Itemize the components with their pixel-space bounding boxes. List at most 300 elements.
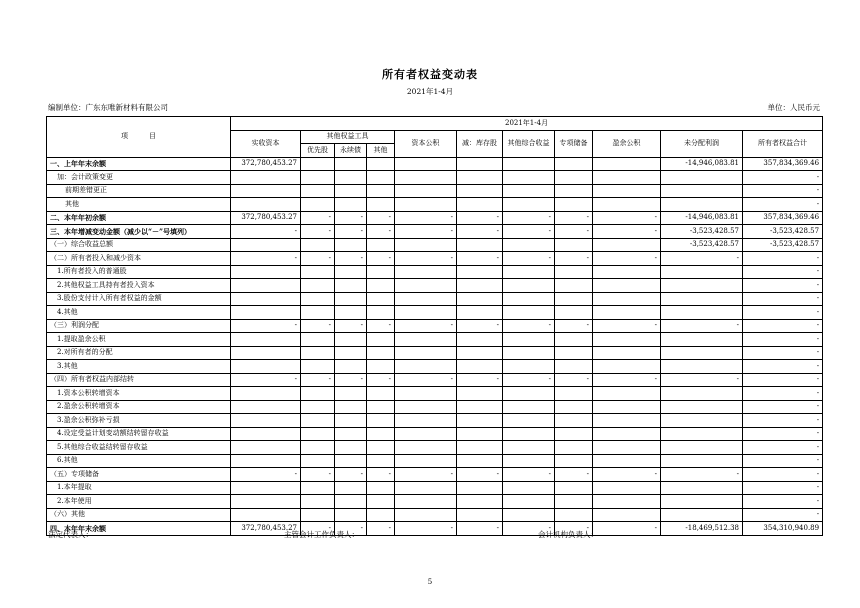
table-cell [503,481,555,495]
table-cell: -14,946,083.81 [661,211,743,225]
report-period: 2021年1-4月 [406,87,454,96]
table-cell [503,279,555,293]
table-cell [555,387,593,401]
table-cell [301,333,335,347]
table-cell [593,387,661,401]
row-label: （四）所有者权益内部结转 [47,373,231,387]
table-cell [301,184,335,198]
table-cell [395,306,457,320]
table-cell: - [457,211,503,225]
row-label: 加：会计政策变更 [47,171,231,185]
table-cell [555,198,593,212]
table-cell: - [555,468,593,482]
row-label: 三、本年增减变动金额（减少以“－”号填列） [47,225,231,239]
table-cell [593,495,661,509]
row-label: 二、本年年初余额 [47,211,231,225]
table-cell: - [367,522,395,536]
table-cell: - [743,373,823,387]
row-label: 1.本年提取 [47,481,231,495]
table-cell [661,508,743,522]
table-cell [231,387,301,401]
table-row [47,454,823,468]
table-cell: - [395,319,457,333]
table-cell: - [743,454,823,468]
table-row [47,211,823,225]
table-cell: - [593,373,661,387]
row-label: 其他 [47,198,231,212]
table-cell [593,360,661,374]
row-label: （五）专项储备 [47,468,231,482]
table-cell [661,427,743,441]
table-cell [661,346,743,360]
table-cell [503,400,555,414]
table-cell [335,508,367,522]
table-cell [503,292,555,306]
row-label: 前期差错更正 [47,184,231,198]
table-cell [367,427,395,441]
table-cell [593,238,661,252]
table-cell: - [743,198,823,212]
table-cell: -18,469,512.38 [661,522,743,536]
page-title: 所有者权益变动表 [382,68,478,81]
table-cell: 372,780,453.27 [231,211,301,225]
table-cell [335,360,367,374]
table-cell [395,481,457,495]
header-capital-reserve: 资本公积 [395,130,457,157]
table-cell: - [231,252,301,266]
table-cell [457,184,503,198]
table-cell [457,495,503,509]
header-oci: 其他综合收益 [503,130,555,157]
table-cell [367,508,395,522]
table-cell [301,238,335,252]
table-cell [395,238,457,252]
table-row [47,481,823,495]
table-cell [555,414,593,428]
table-cell [335,306,367,320]
table-cell [457,387,503,401]
table-cell [661,495,743,509]
row-label: （二）所有者投入和减少资本 [47,252,231,266]
table-row [47,333,823,347]
table-cell [335,387,367,401]
table-cell [457,508,503,522]
table-cell [395,495,457,509]
table-cell [457,400,503,414]
table-cell [395,360,457,374]
table-cell [503,265,555,279]
table-cell [367,481,395,495]
table-cell [367,238,395,252]
table-cell [503,414,555,428]
table-cell: - [335,225,367,239]
table-cell [367,265,395,279]
table-cell: -3,523,428.57 [661,238,743,252]
table-cell: - [395,252,457,266]
table-cell [367,292,395,306]
table-cell: - [395,225,457,239]
table-cell [555,238,593,252]
table-cell [395,427,457,441]
header-paid-in-capital: 实收资本 [231,130,301,157]
table-row [47,265,823,279]
table-cell [555,508,593,522]
table-cell: - [555,225,593,239]
table-cell [457,198,503,212]
table-row [47,319,823,333]
row-label: 4.其他 [47,306,231,320]
table-cell [367,333,395,347]
table-row [47,360,823,374]
row-label: （三）利润分配 [47,319,231,333]
table-cell: - [555,373,593,387]
table-cell [301,306,335,320]
table-row [47,441,823,455]
table-cell [231,265,301,279]
table-cell [593,427,661,441]
header-item: 项 目 [47,117,231,158]
table-cell [335,400,367,414]
table-cell: - [743,252,823,266]
table-cell: - [743,171,823,185]
table-cell: - [335,252,367,266]
table-cell [593,184,661,198]
table-cell [335,427,367,441]
table-cell [395,346,457,360]
table-cell: - [593,468,661,482]
table-cell [335,198,367,212]
table-cell [457,157,503,171]
table-cell [231,427,301,441]
row-label: 5.其他综合收益结转留存收益 [47,441,231,455]
table-cell [593,333,661,347]
table-cell: - [503,319,555,333]
table-cell: - [301,522,335,536]
table-cell [457,441,503,455]
table-cell: - [743,333,823,347]
table-cell: - [743,495,823,509]
row-label: 3.其他 [47,360,231,374]
table-cell [593,346,661,360]
table-cell: - [661,373,743,387]
table-cell [661,292,743,306]
table-cell [503,238,555,252]
table-cell [335,292,367,306]
table-cell: - [743,184,823,198]
table-row [47,225,823,239]
table-cell [593,454,661,468]
table-cell [395,387,457,401]
row-label: 3.盈余公积弥补亏损 [47,414,231,428]
header-total-equity: 所有者权益合计 [743,130,823,157]
table-cell: - [503,373,555,387]
table-cell [457,346,503,360]
table-cell [503,346,555,360]
table-cell: - [301,211,335,225]
table-cell [661,279,743,293]
table-cell: - [395,522,457,536]
company-name: 编制单位：广东东唯新材料有限公司 [48,103,168,112]
table-cell: -14,946,083.81 [661,157,743,171]
table-cell [555,495,593,509]
table-cell: - [661,468,743,482]
table-cell [231,454,301,468]
table-cell [395,184,457,198]
table-row [47,171,823,185]
table-cell: - [335,373,367,387]
table-cell: - [395,211,457,225]
table-cell [301,387,335,401]
table-cell [367,360,395,374]
table-cell [301,427,335,441]
table-cell [593,306,661,320]
header-treasury-stock: 减：库存股 [457,130,503,157]
table-row [47,157,823,171]
table-cell [367,495,395,509]
table-cell [661,360,743,374]
row-label: 1.所有者投入的普通股 [47,265,231,279]
table-cell [335,414,367,428]
header-preferred-stock: 优先股 [301,144,335,158]
table-cell: - [503,252,555,266]
table-cell [593,414,661,428]
table-cell [367,346,395,360]
table-cell: - [503,468,555,482]
table-cell: - [395,373,457,387]
table-cell [503,306,555,320]
table-cell [395,414,457,428]
table-cell [555,279,593,293]
table-cell: -3,523,428.57 [743,238,823,252]
table-cell [231,441,301,455]
table-cell: - [301,225,335,239]
table-cell: - [457,319,503,333]
table-cell: - [743,387,823,401]
table-cell [661,198,743,212]
table-cell [335,333,367,347]
table-cell [661,414,743,428]
table-cell [367,171,395,185]
table-cell: - [457,468,503,482]
table-cell [395,292,457,306]
table-cell: - [743,427,823,441]
table-cell: - [661,252,743,266]
table-cell [555,292,593,306]
table-row [47,252,823,266]
table-cell: -3,523,428.57 [743,225,823,239]
table-cell: - [593,211,661,225]
table-cell: - [555,252,593,266]
table-body [47,157,823,535]
table-cell [661,184,743,198]
table-cell [661,400,743,414]
table-cell [301,508,335,522]
table-row [47,346,823,360]
table-cell [231,279,301,293]
header-surplus-reserve: 盈余公积 [593,130,661,157]
table-cell [335,184,367,198]
table-cell [367,306,395,320]
table-cell: - [555,522,593,536]
table-cell: - [367,319,395,333]
table-cell [367,387,395,401]
table-cell [555,157,593,171]
table-row [47,414,823,428]
table-cell: - [743,481,823,495]
legal-representative-label: 法定代表人： [48,530,93,539]
table-cell [661,306,743,320]
page-number: 5 [427,578,433,586]
table-cell [301,292,335,306]
table-cell: - [593,225,661,239]
table-cell: - [367,252,395,266]
table-cell [231,495,301,509]
header-other-equity-instruments: 其他权益工具 [301,130,395,144]
table-cell: - [593,252,661,266]
row-label: 3.股份支付计入所有者权益的金额 [47,292,231,306]
table-cell [457,306,503,320]
table-cell [555,454,593,468]
table-cell [555,171,593,185]
table-cell [367,414,395,428]
table-cell: - [743,279,823,293]
table-cell: - [301,373,335,387]
table-row [47,373,823,387]
table-cell [335,279,367,293]
table-cell: - [743,292,823,306]
table-cell: - [367,225,395,239]
table-cell [395,454,457,468]
table-row [47,279,823,293]
equity-change-table [46,116,823,536]
table-cell: - [593,522,661,536]
table-cell: 357,834,369.46 [743,211,823,225]
table-cell [503,454,555,468]
table-cell: - [743,360,823,374]
table-cell [395,441,457,455]
table-row [47,427,823,441]
table-cell: - [367,373,395,387]
table-cell: - [503,225,555,239]
table-cell: 372,780,453.27 [231,522,301,536]
table-cell [231,238,301,252]
table-cell [661,454,743,468]
table-cell [231,292,301,306]
table-cell [503,360,555,374]
table-cell [555,481,593,495]
table-cell: - [743,306,823,320]
table-cell: - [231,373,301,387]
table-cell [301,481,335,495]
table-cell [555,441,593,455]
table-cell [593,265,661,279]
table-cell: - [743,414,823,428]
table-cell [593,400,661,414]
table-cell: - [743,346,823,360]
table-cell [457,265,503,279]
row-label: 2.盈余公积转增资本 [47,400,231,414]
table-cell: - [457,252,503,266]
table-cell: - [335,522,367,536]
table-cell: - [457,522,503,536]
table-cell [457,414,503,428]
table-row [47,468,823,482]
table-cell [555,427,593,441]
table-cell [661,481,743,495]
table-cell [661,333,743,347]
table-cell [301,171,335,185]
table-cell [593,441,661,455]
table-cell [555,360,593,374]
table-cell [457,238,503,252]
table-cell [335,265,367,279]
table-cell: - [503,211,555,225]
row-label: 四、本年年末余额 [47,522,231,536]
table-cell [231,306,301,320]
table-cell: 354,310,940.89 [743,522,823,536]
table-cell: - [231,225,301,239]
table-cell [593,292,661,306]
table-cell [395,265,457,279]
table-cell [593,481,661,495]
table-cell: - [593,319,661,333]
table-cell [503,387,555,401]
table-cell [301,265,335,279]
table-cell [301,346,335,360]
table-cell: - [457,373,503,387]
table-cell [661,171,743,185]
header-other: 其他 [367,144,395,158]
table-row [47,400,823,414]
table-cell: - [743,400,823,414]
table-cell: - [335,468,367,482]
table-cell [457,454,503,468]
table-cell [231,184,301,198]
table-cell [231,198,301,212]
table-cell [503,427,555,441]
table-cell: - [231,468,301,482]
table-cell [301,400,335,414]
header-perpetual-bond: 永续债 [335,144,367,158]
table-cell: - [661,319,743,333]
table-cell [555,184,593,198]
table-row [47,292,823,306]
row-label: 4.设定受益计划变动额结转留存收益 [47,427,231,441]
table-cell [395,400,457,414]
table-cell [503,157,555,171]
table-cell [555,400,593,414]
table-cell [231,400,301,414]
table-cell [555,265,593,279]
table-cell [457,279,503,293]
table-cell: - [367,211,395,225]
table-cell [231,414,301,428]
table-cell [593,171,661,185]
table-cell [555,346,593,360]
table-cell: - [457,225,503,239]
table-cell [367,279,395,293]
table-row [47,387,823,401]
row-label: 一、上年年末余额 [47,157,231,171]
table-cell: - [555,319,593,333]
currency-unit: 单位：人民币元 [767,103,820,112]
table-cell [395,157,457,171]
table-cell: - [301,252,335,266]
table-cell [367,400,395,414]
table-cell [335,441,367,455]
table-cell [367,441,395,455]
table-cell [231,171,301,185]
